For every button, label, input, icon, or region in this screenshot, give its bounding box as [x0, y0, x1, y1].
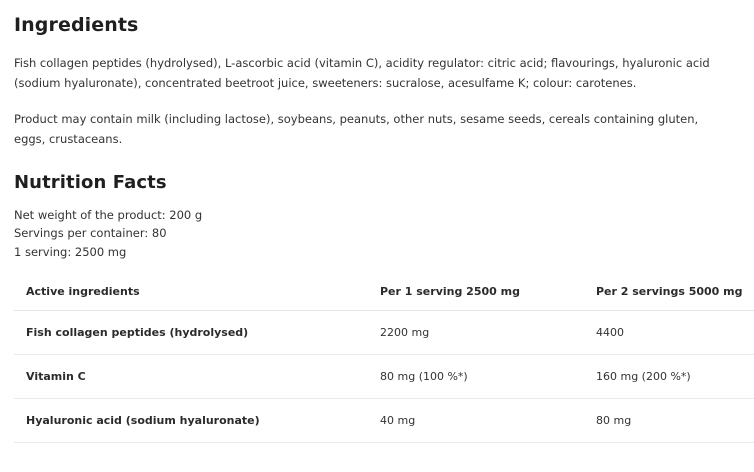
nutrition-table [14, 275, 754, 443]
row-ingredient-name: Vitamin C [14, 355, 368, 399]
row-per-1-serving-value: 2200 mg [368, 311, 584, 355]
table-row [14, 399, 754, 443]
row-per-1-serving-value: 40 mg [368, 399, 584, 443]
ingredients-heading: Ingredients [14, 14, 139, 36]
serving-size-line: 1 serving: 2500 mg [14, 244, 127, 259]
row-per-2-servings-value: 4400 [584, 311, 754, 355]
nutrition-facts-heading: Nutrition Facts [14, 171, 167, 193]
row-per-1-serving-value: 80 mg (100 %*) [368, 355, 584, 399]
row-per-2-servings-value: 80 mg [584, 399, 754, 443]
row-per-2-servings-value: 160 mg (200 %*) [584, 355, 754, 399]
column-header-per-2-servings: Per 2 servings 5000 mg [584, 275, 754, 311]
net-weight-line: Net weight of the product: 200 g [14, 207, 203, 222]
ingredients-paragraph-1: Fish collagen peptides (hydrolysed), L-ascorbic acid (vitamin C), acidity regulator: citric acid; flavourings, hyaluronic acid (sodium hyaluronate), concentrated beetroot juice, sweeteners: sucralose, acesulfame K; colour: carotenes. [14, 56, 710, 91]
table-row [14, 311, 754, 355]
servings-per-container-line: Servings per container: 80 [14, 226, 167, 241]
column-header-per-1-serving: Per 1 serving 2500 mg [368, 275, 584, 311]
table-row [14, 355, 754, 399]
ingredients-paragraph-2: Product may contain milk (including lactose), soybeans, peanuts, other nuts, sesame seeds, cereals containing gluten, eggs, crustaceans. [14, 112, 699, 147]
row-ingredient-name: Fish collagen peptides (hydrolysed) [14, 311, 368, 355]
table-header-row [14, 275, 754, 311]
row-ingredient-name: Hyaluronic acid (sodium hyaluronate) [14, 399, 368, 443]
nutrition-summary [14, 206, 740, 262]
column-header-active-ingredients: Active ingredients [14, 275, 368, 311]
